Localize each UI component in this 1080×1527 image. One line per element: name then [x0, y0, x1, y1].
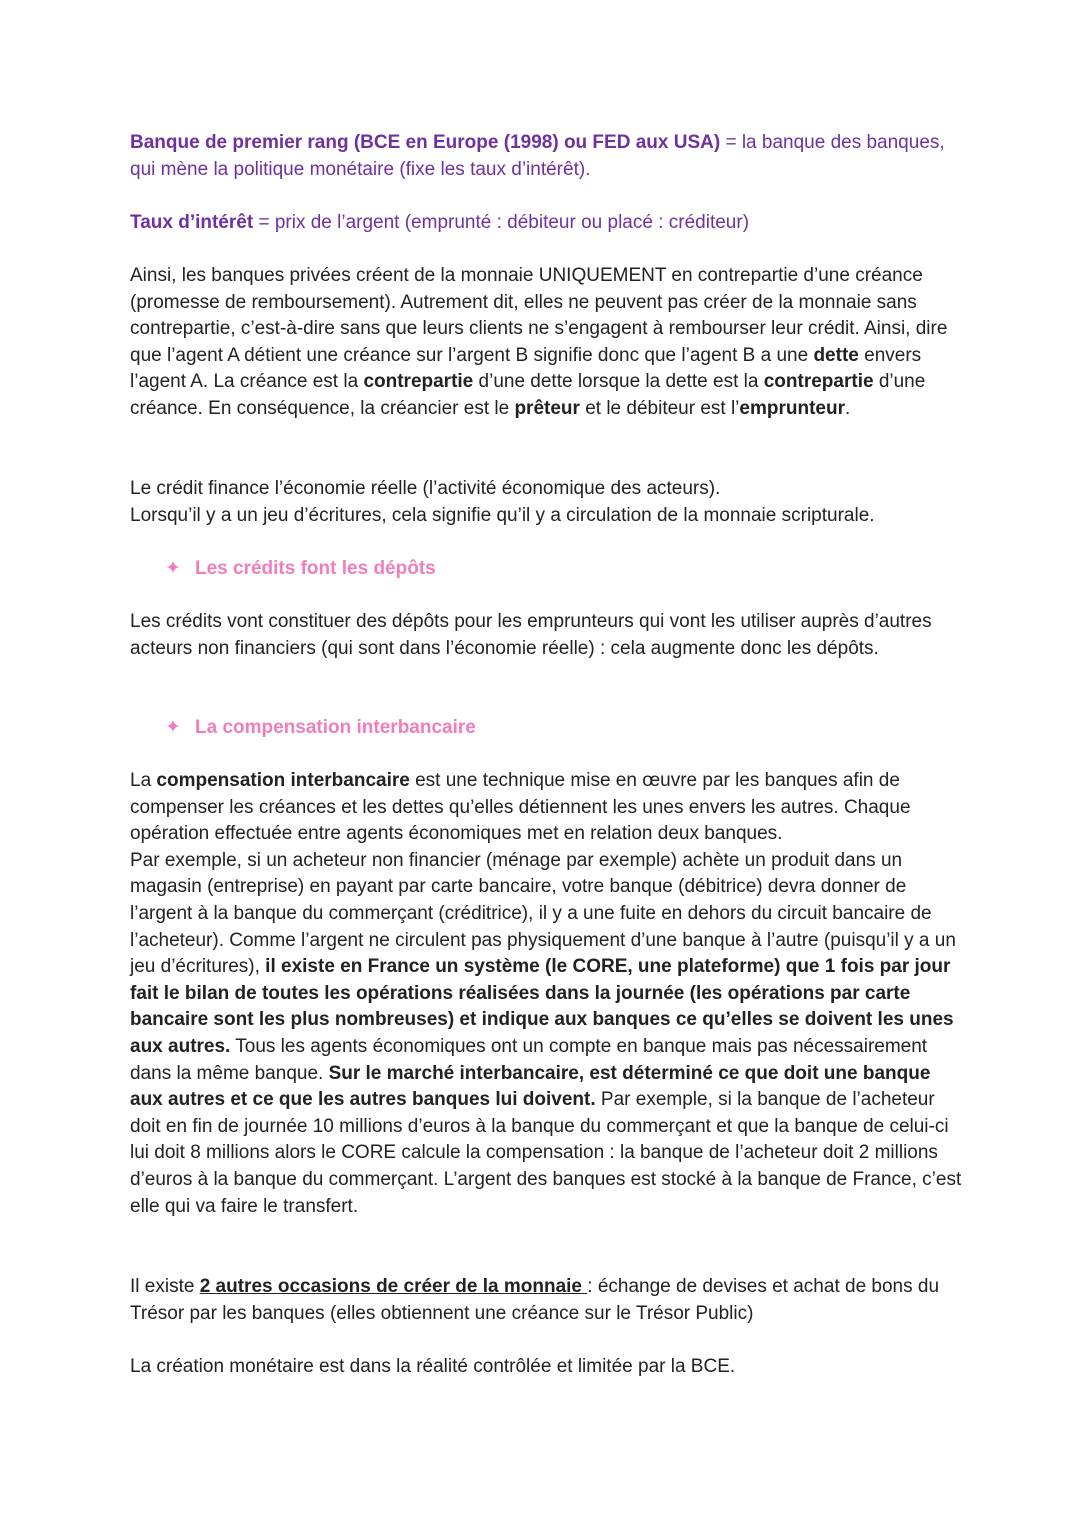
paragraph-creation-monnaie: [130, 263, 965, 423]
text-run: Par exemple, si la banque de l’acheteur doit en fin de journée 10 millions d’euros à la banque du commerçant et que la banque de celui-ci lui doit 8 millions alors le CORE calcule la compensation : la banque de l’acheteur doit 2 millions d’euros à la banque du commerçant. L’argent des banques est stocké à la banque de France, c’est elle qui va faire le transfert.: [130, 1089, 962, 1217]
text-run: envers l’agent A. La créance est la: [130, 344, 922, 393]
paragraph-conclusion: La création monétaire est dans la réalité contrôlée et limitée par la BCE.: [130, 1356, 736, 1377]
text-run: : échange de devises et achat de bons du Trésor par les banques (elles obtiennent une créance sur le Trésor Public): [130, 1276, 940, 1324]
text-run: Il existe: [130, 1276, 200, 1297]
text-run: Ainsi, les banques privées créent de la monnaie UNIQUEMENT en contrepartie d’une créance (promesse de remboursement). Autrement dit, elles ne peuvent pas créer de la monnaie sans contrepartie, c’est-à-dire sans que leurs clients ne s’engagent à rembourser leur crédit. Ainsi, dire que l’agent A détient une créance sur l’argent B signifie donc que l’agent B a une: [130, 265, 948, 366]
text-run: d’une créance. En conséquence, la créancier est le: [130, 371, 926, 419]
bullet-heading-label: La compensation interbancaire: [195, 717, 476, 738]
text-run: d’une dette lorsque la dette est la: [473, 371, 764, 393]
bold-dette: dette: [813, 344, 859, 366]
term-taux-interet: Taux d’intérêt: [130, 212, 254, 233]
sparkle-icon: ✦: [165, 558, 181, 579]
paragraph-credit-economie: [130, 476, 965, 529]
bold-contrepartie: contrepartie: [763, 371, 874, 393]
text-run: La: [130, 770, 157, 791]
text-line: Lorsqu’il y a un jeu d’écritures, cela signifie qu’il y a circulation de la monnaie scripturale.: [130, 504, 875, 526]
paragraph-depots: Les crédits vont constituer des dépôts pour les emprunteurs qui vont les utiliser auprès d’autres acteurs non financiers (qui sont dans l’économie réelle) : cela augmente donc les dépôts.: [130, 611, 932, 659]
bold-contrepartie: contrepartie: [363, 371, 474, 393]
text-run: .: [844, 397, 851, 419]
paragraph-autres-occasions: [130, 1274, 965, 1327]
term-banque-premier-rang: Banque de premier rang (BCE en Europe (1998) ou FED aux USA): [130, 132, 721, 153]
text-run: Tous les agents économiques ont un compte en banque mais pas nécessairement dans la même banque.: [130, 1035, 928, 1084]
bold-emprunteur: emprunteur: [739, 397, 845, 419]
paragraph-banque-premier-rang: [130, 130, 965, 183]
paragraph-taux-interet: [130, 210, 965, 237]
definition-banque-premier-rang: = la banque des banques, qui mène la politique monétaire (fixe les taux d’intérêt).: [130, 132, 945, 180]
definition-taux-interet: = prix de l’argent (emprunté : débiteur ou placé : créditeur): [253, 212, 750, 233]
text-run: Par exemple, si un acheteur non financier (ménage par exemple) achète un produit dans un magasin (entreprise) en payant par carte bancaire, votre banque (débitrice) devra donner de l’argent à la banque du commerçant (créditrice), il y a une fuite en dehors du circuit bancaire de l’acheteur). Comme l’argent ne circulent pas physiquement d’une banque à l’autre (puisqu’il y a un jeu d’écritures),: [130, 849, 956, 978]
bold-underline-autres-occasions: 2 autres occasions de créer de la monnaie: [199, 1276, 588, 1297]
text-line: Le crédit finance l’économie réelle (l’activité économique des acteurs).: [130, 478, 721, 499]
bullet-heading-credits-depots: [165, 556, 436, 583]
sparkle-icon: ✦: [165, 717, 181, 738]
bullet-heading-compensation: [165, 715, 476, 742]
bold-compensation-interbancaire: compensation interbancaire: [156, 770, 410, 791]
bold-core-system: il existe en France un système (le CORE, une plateforme) que 1 fois par jour fait le bilan de toutes les opérations réalisées dans la journée (les opérations par carte bancaire sont les plus nombreuses) et indique aux banques ce qu’elles se doivent les unes aux autres.: [130, 956, 954, 1057]
text-run: et le débiteur est l’: [579, 397, 740, 419]
text-run: est une technique mise en œuvre par les banques afin de compenser les créances et les dettes qu’elles détiennent les unes envers les autres. Chaque opération effectuée entre agents économiques met en relation deux banques.: [130, 770, 911, 845]
paragraph-compensation-interbancaire: [130, 768, 965, 1220]
bold-marche-interbancaire: Sur le marché interbancaire, est déterminé ce que doit une banque aux autres et ce que les autres banques lui doivent.: [130, 1062, 931, 1111]
bullet-heading-label: Les crédits font les dépôts: [195, 558, 436, 579]
bold-preteur: prêteur: [514, 397, 580, 419]
